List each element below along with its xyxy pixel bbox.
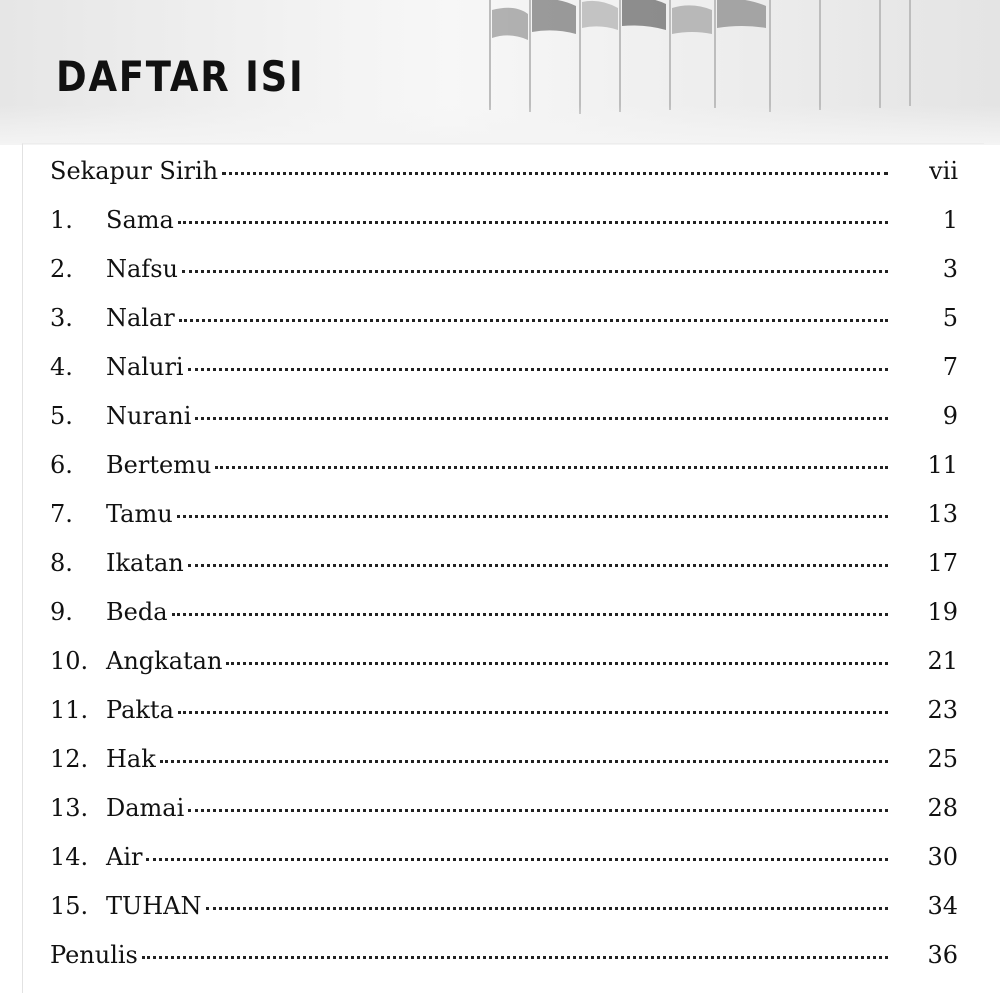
toc-entry-page: 17	[927, 549, 958, 577]
toc-entry	[50, 392, 958, 441]
toc-entry	[50, 539, 958, 588]
toc-entry-number: 7.	[50, 500, 73, 528]
toc-entry-page: 5	[942, 304, 958, 332]
toc-entry	[50, 735, 958, 784]
dot-leader	[178, 221, 888, 224]
toc-entry-number: 10.	[50, 647, 89, 675]
toc-entry-number: 6.	[50, 451, 73, 479]
dot-leader	[177, 515, 888, 518]
dot-leader	[142, 956, 888, 959]
toc-entry-label: Angkatan	[106, 647, 223, 675]
toc-entry-label: Naluri	[106, 353, 184, 381]
toc-entry-number: 12.	[50, 745, 89, 773]
dot-leader	[188, 809, 888, 812]
dot-leader	[195, 417, 888, 420]
dot-leader	[182, 270, 888, 273]
toc-entry	[50, 833, 958, 882]
toc-entry-page: 19	[927, 598, 958, 626]
toc-entry-page: 34	[927, 892, 958, 920]
toc-entry	[50, 196, 958, 245]
dot-leader	[178, 711, 888, 714]
toc-entry	[50, 588, 958, 637]
dot-leader	[188, 564, 888, 567]
dot-leader	[222, 172, 888, 175]
toc-entry-number: 9.	[50, 598, 73, 626]
table-of-contents	[50, 147, 958, 980]
toc-entry-label: Pakta	[106, 696, 174, 724]
dot-leader	[146, 858, 888, 861]
toc-entry-page: 3	[942, 255, 958, 283]
toc-entry-label: Sekapur Sirih	[50, 157, 219, 185]
toc-entry-page: 7	[942, 353, 958, 381]
toc-entry-number: 15.	[50, 892, 89, 920]
dot-leader	[215, 466, 888, 469]
header-banner	[0, 0, 1000, 145]
toc-entry-label: Air	[106, 843, 143, 871]
toc-entry-number: 4.	[50, 353, 73, 381]
toc-entry	[50, 882, 958, 931]
toc-entry-page: 30	[927, 843, 958, 871]
toc-entry-number: 3.	[50, 304, 73, 332]
dot-leader	[172, 613, 888, 616]
dot-leader	[206, 907, 889, 910]
toc-entry-number: 1.	[50, 206, 73, 234]
toc-entry-label: Nurani	[106, 402, 192, 430]
toc-entry-label: TUHAN	[106, 892, 202, 920]
toc-entry-number: 8.	[50, 549, 73, 577]
toc-entry	[50, 294, 958, 343]
toc-entry-label: Nafsu	[106, 255, 178, 283]
toc-entry-page: 11	[927, 451, 958, 479]
toc-entry-page: 9	[942, 402, 958, 430]
page-title: DAFTAR ISI	[56, 52, 305, 101]
dot-leader	[179, 319, 888, 322]
toc-entry	[50, 686, 958, 735]
toc-entry-number: 5.	[50, 402, 73, 430]
toc-entry-label: Hak	[106, 745, 156, 773]
dot-leader	[160, 760, 888, 763]
toc-entry	[50, 343, 958, 392]
toc-entry-page: 21	[927, 647, 958, 675]
toc-entry-page: 1	[942, 206, 958, 234]
toc-entry-front	[50, 147, 958, 196]
dot-leader	[226, 662, 888, 665]
toc-entry-number: 11.	[50, 696, 89, 724]
toc-entry	[50, 784, 958, 833]
toc-entry-page: 25	[927, 745, 958, 773]
toc-entry-label: Nalar	[106, 304, 175, 332]
toc-entry-page: 23	[927, 696, 958, 724]
toc-entry-label: Beda	[106, 598, 168, 626]
toc-entry-number: 13.	[50, 794, 89, 822]
toc-entry-label: Ikatan	[106, 549, 184, 577]
toc-entry-page: 28	[927, 794, 958, 822]
toc-entry-label: Penulis	[50, 941, 138, 969]
toc-entry-page: vii	[929, 157, 958, 185]
toc-entry-page: 13	[927, 500, 958, 528]
toc-entry-label: Tamu	[106, 500, 173, 528]
dot-leader	[188, 368, 888, 371]
toc-entry-back	[50, 931, 958, 980]
toc-entry-page: 36	[927, 941, 958, 969]
toc-entry	[50, 441, 958, 490]
toc-entry	[50, 637, 958, 686]
toc-entry-number: 2.	[50, 255, 73, 283]
toc-entry	[50, 245, 958, 294]
toc-entry-label: Damai	[106, 794, 185, 822]
toc-entry	[50, 490, 958, 539]
flagpoles-background-image	[470, 0, 970, 120]
toc-entry-number: 14.	[50, 843, 89, 871]
toc-entry-label: Sama	[106, 206, 174, 234]
toc-entry-label: Bertemu	[106, 451, 212, 479]
banner-fade	[0, 105, 1000, 145]
